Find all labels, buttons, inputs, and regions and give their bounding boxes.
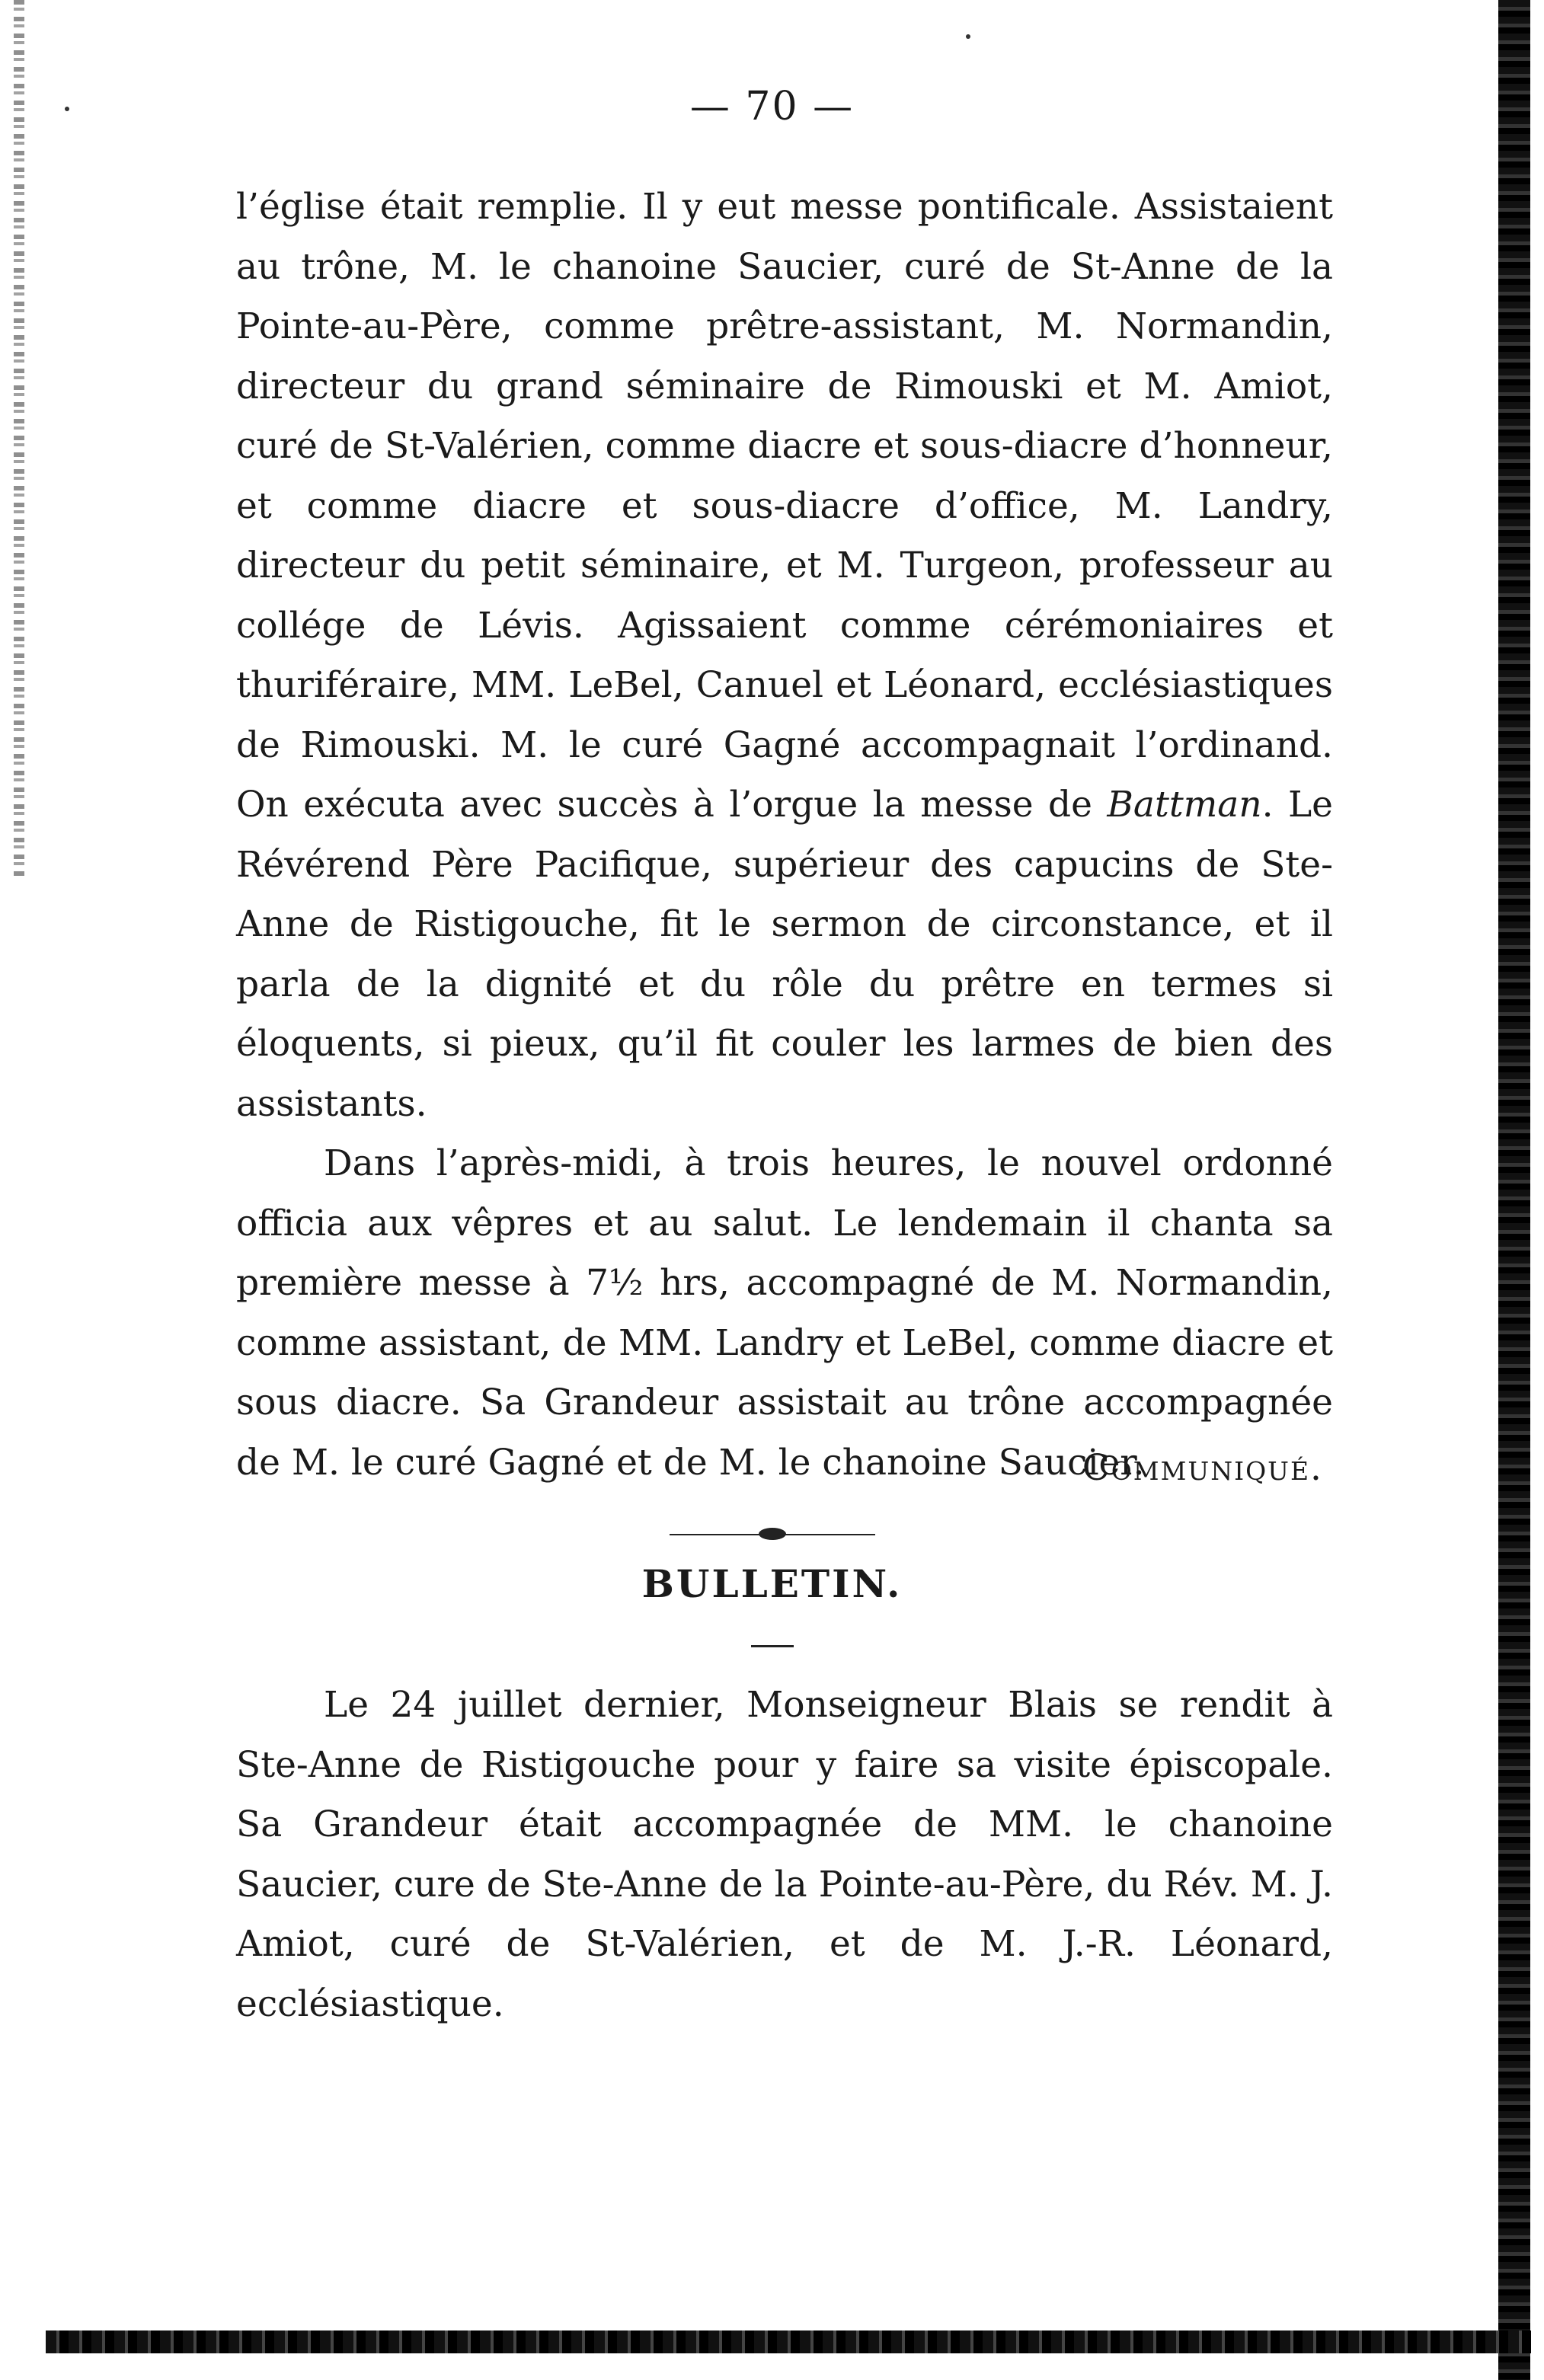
section-title: BULLETIN. [641,1561,903,1606]
paragraph-2: Dans l’après-midi, à trois heures, le nouvel ordonné officia aux vêpres et au salut. Le lendemain il chanta sa première messe à 7½ hrs, accompagné de M. Normandin, comme assistant, de MM. Landry et LeBel, comme diacre et sous diacre. Sa Grandeur assistait au trône accompagnée de M. le curé Gagné et de M. le chanoine Saucier. [236,1142,1333,1484]
page-edge-right [1498,0,1530,2380]
speck [966,34,970,39]
divider-ornament-icon [759,1528,786,1540]
article-body [236,177,1333,1493]
paragraph-1 [236,177,1333,1134]
title-rule [751,1645,794,1647]
page-number: — 70 — [689,84,855,129]
page-edge-bottom [46,2330,1531,2353]
paragraph-1-end: . Le Révérend Père Pacifique, supérieur des capucins de Ste-Anne de Ristigouche, fit le sermon de circonstance, et il parla de la dignité et du rôle du prêtre en termes si éloquents, si pieux, qu’il fit couler les larmes de bien des assistants. [236,784,1333,1125]
paragraph-1-start: l’église était remplie. Il y eut messe pontificale. Assistaient au trône, M. le chanoine Saucier, curé de St-Anne de la Pointe-au-Père, comme prêtre-assistant, M. Normandin, directeur du grand séminaire de Rimouski et M. Amiot, curé de St-Valérien, comme diacre et sous-diacre d’honneur, et comme diacre et sous-diacre d’office, M. Landry, directeur du petit séminaire, et M. Turgeon, professeur au collége de Lévis. Agissaient comme cérémoniaires et thuriféraire, MM. LeBel, Canuel et Léonard, ecclésiastiques de Rimouski. M. le curé Gagné accompagnait l’ordinand. On exécuta avec succès à l’orgue la messe de [236,186,1333,826]
page-edge-left [14,0,24,876]
bulletin-body [236,1676,1333,2034]
italic-title: Battman [1107,784,1262,826]
ornamental-divider [670,1523,875,1546]
signature: Communiqué. [1082,1447,1323,1489]
bulletin-paragraph: Le 24 juillet dernier, Monseigneur Blais se rendit à Ste-Anne de Ristigouche pour y faire sa visite épiscopale. Sa Grandeur était accompagnée de MM. le chanoine Saucier, cure de Ste-Anne de la Pointe-au-Père, du Rév. M. J. Amiot, curé de St-Valérien, et de M. J.-R. Léonard, ecclésiastique. [236,1684,1333,2025]
